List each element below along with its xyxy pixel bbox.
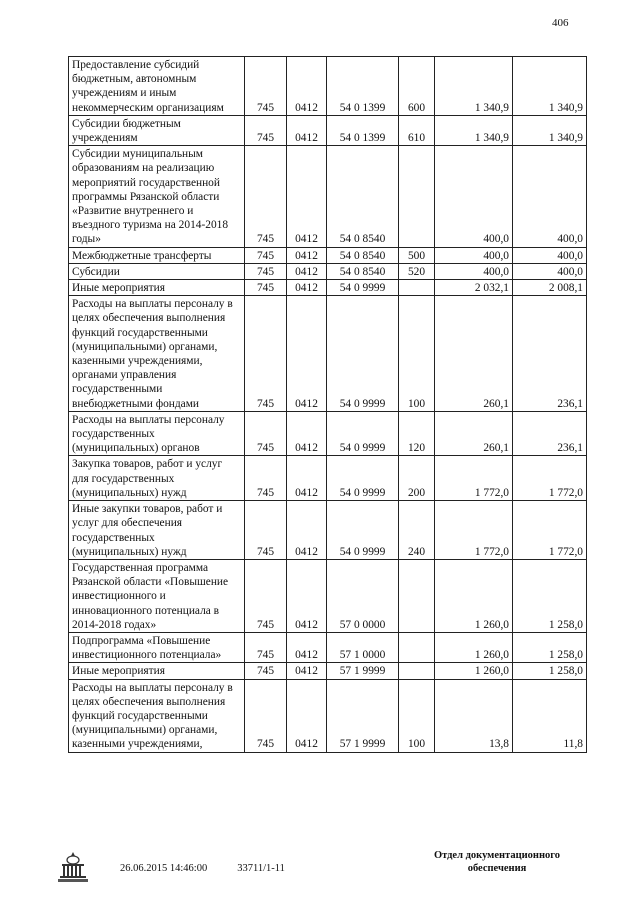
cell-amount-2: 2 008,1 — [513, 280, 587, 296]
cell-expense-type: 520 — [399, 263, 435, 279]
cell-amount-1: 400,0 — [435, 247, 513, 263]
cell-amount-1: 1 772,0 — [435, 456, 513, 501]
cell-section-code: 0412 — [287, 632, 327, 662]
cell-expense-type — [399, 632, 435, 662]
cell-amount-1: 1 260,0 — [435, 559, 513, 632]
cell-name: Иные мероприятия — [69, 663, 245, 679]
cell-amount-1: 2 032,1 — [435, 280, 513, 296]
cell-amount-2: 1 258,0 — [513, 632, 587, 662]
cell-name: Расходы на выплаты персоналу в целях обеспечения выполнения функций государственными (муниципальными) органами, казенными учреждениями, органами управления государственными внебюджетными фондами — [69, 296, 245, 412]
cell-section-code: 0412 — [287, 146, 327, 247]
cell-section-code: 0412 — [287, 263, 327, 279]
cell-article-code: 57 0 0000 — [327, 559, 399, 632]
cell-amount-2: 236,1 — [513, 411, 587, 456]
cell-amount-1: 1 260,0 — [435, 663, 513, 679]
cell-section-code: 0412 — [287, 679, 327, 752]
cell-admin-code: 745 — [245, 263, 287, 279]
cell-admin-code: 745 — [245, 632, 287, 662]
table-row — [69, 679, 587, 752]
cell-amount-1: 1 260,0 — [435, 632, 513, 662]
page-number: 406 — [552, 17, 569, 29]
table-row — [69, 146, 587, 247]
cell-name: Субсидии — [69, 263, 245, 279]
cell-expense-type: 200 — [399, 456, 435, 501]
cell-name: Государственная программа Рязанской области «Повышение инвестиционного и инновационного потенциала в 2014-2018 годах» — [69, 559, 245, 632]
cell-expense-type: 100 — [399, 679, 435, 752]
table-row — [69, 263, 587, 279]
cell-article-code: 54 0 9999 — [327, 411, 399, 456]
budget-table — [68, 56, 587, 753]
cell-amount-1: 1 340,9 — [435, 57, 513, 116]
cell-name: Иные закупки товаров, работ и услуг для обеспечения государственных (муниципальных) нужд — [69, 501, 245, 560]
cell-amount-1: 260,1 — [435, 296, 513, 412]
cell-amount-2: 11,8 — [513, 679, 587, 752]
cell-expense-type: 100 — [399, 296, 435, 412]
cell-admin-code: 745 — [245, 663, 287, 679]
cell-name: Субсидии муниципальным образованиям на реализацию мероприятий государственной программы Рязанской области «Развитие внутреннего и въездного туризма на 2014-2018 годы» — [69, 146, 245, 247]
cell-section-code: 0412 — [287, 663, 327, 679]
footer-department-line2: обеспечения — [467, 863, 527, 874]
cell-amount-2: 1 258,0 — [513, 663, 587, 679]
cell-expense-type — [399, 280, 435, 296]
cell-amount-1: 400,0 — [435, 263, 513, 279]
cell-amount-2: 400,0 — [513, 247, 587, 263]
cell-name: Иные мероприятия — [69, 280, 245, 296]
footer-department-line1: Отдел документационного — [433, 850, 561, 861]
cell-section-code: 0412 — [287, 559, 327, 632]
cell-expense-type: 610 — [399, 115, 435, 145]
cell-admin-code: 745 — [245, 247, 287, 263]
cell-expense-type: 500 — [399, 247, 435, 263]
cell-admin-code: 745 — [245, 559, 287, 632]
duma-building-emblem-icon — [56, 850, 90, 884]
table-row — [69, 411, 587, 456]
cell-amount-1: 13,8 — [435, 679, 513, 752]
cell-amount-2: 400,0 — [513, 146, 587, 247]
cell-name: Межбюджетные трансферты — [69, 247, 245, 263]
cell-admin-code: 745 — [245, 296, 287, 412]
table-row — [69, 115, 587, 145]
cell-article-code: 54 0 8540 — [327, 146, 399, 247]
cell-article-code: 54 0 1399 — [327, 57, 399, 116]
cell-admin-code: 745 — [245, 115, 287, 145]
cell-admin-code: 745 — [245, 57, 287, 116]
table-row — [69, 247, 587, 263]
table-row — [69, 632, 587, 662]
cell-section-code: 0412 — [287, 280, 327, 296]
cell-admin-code: 745 — [245, 456, 287, 501]
cell-article-code: 54 0 9999 — [327, 280, 399, 296]
cell-article-code: 54 0 9999 — [327, 501, 399, 560]
cell-amount-2: 1 772,0 — [513, 501, 587, 560]
cell-expense-type — [399, 146, 435, 247]
cell-article-code: 57 1 9999 — [327, 663, 399, 679]
cell-expense-type: 600 — [399, 57, 435, 116]
cell-expense-type: 120 — [399, 411, 435, 456]
cell-expense-type: 240 — [399, 501, 435, 560]
cell-admin-code: 745 — [245, 501, 287, 560]
budget-table-body — [69, 57, 587, 753]
cell-amount-2: 1 772,0 — [513, 456, 587, 501]
footer-document-number: 33711/1-11 — [237, 863, 285, 874]
cell-amount-2: 1 258,0 — [513, 559, 587, 632]
cell-article-code: 54 0 8540 — [327, 247, 399, 263]
table-row — [69, 559, 587, 632]
cell-name: Субсидии бюджетным учреждениям — [69, 115, 245, 145]
cell-article-code: 54 0 8540 — [327, 263, 399, 279]
cell-section-code: 0412 — [287, 57, 327, 116]
footer-datetime: 26.06.2015 14:46:00 — [120, 863, 208, 874]
table-row — [69, 280, 587, 296]
cell-admin-code: 745 — [245, 679, 287, 752]
cell-section-code: 0412 — [287, 501, 327, 560]
cell-name: Закупка товаров, работ и услуг для государственных (муниципальных) нужд — [69, 456, 245, 501]
cell-amount-1: 1 340,9 — [435, 115, 513, 145]
cell-section-code: 0412 — [287, 296, 327, 412]
cell-section-code: 0412 — [287, 247, 327, 263]
cell-admin-code: 745 — [245, 280, 287, 296]
cell-section-code: 0412 — [287, 456, 327, 501]
table-row — [69, 57, 587, 116]
cell-amount-2: 1 340,9 — [513, 115, 587, 145]
cell-admin-code: 745 — [245, 146, 287, 247]
cell-name: Расходы на выплаты персоналу государственных (муниципальных) органов — [69, 411, 245, 456]
footer-department — [412, 849, 582, 875]
cell-article-code: 54 0 1399 — [327, 115, 399, 145]
table-row — [69, 296, 587, 412]
cell-amount-2: 1 340,9 — [513, 57, 587, 116]
cell-section-code: 0412 — [287, 411, 327, 456]
cell-amount-1: 260,1 — [435, 411, 513, 456]
table-row — [69, 663, 587, 679]
cell-article-code: 54 0 9999 — [327, 456, 399, 501]
cell-article-code: 57 1 0000 — [327, 632, 399, 662]
footer-left — [56, 850, 285, 884]
cell-expense-type — [399, 663, 435, 679]
cell-section-code: 0412 — [287, 115, 327, 145]
cell-article-code: 54 0 9999 — [327, 296, 399, 412]
cell-name: Подпрограмма «Повышение инвестиционного потенциала» — [69, 632, 245, 662]
cell-name: Предоставление субсидий бюджетным, автономным учреждениям и иным некоммерческим организациям — [69, 57, 245, 116]
cell-expense-type — [399, 559, 435, 632]
cell-amount-1: 1 772,0 — [435, 501, 513, 560]
cell-amount-2: 236,1 — [513, 296, 587, 412]
cell-amount-2: 400,0 — [513, 263, 587, 279]
table-row — [69, 501, 587, 560]
cell-article-code: 57 1 9999 — [327, 679, 399, 752]
cell-amount-1: 400,0 — [435, 146, 513, 247]
table-row — [69, 456, 587, 501]
cell-name: Расходы на выплаты персоналу в целях обеспечения выполнения функций государственными (муниципальными) органами, казенными учреждениями, — [69, 679, 245, 752]
cell-admin-code: 745 — [245, 411, 287, 456]
